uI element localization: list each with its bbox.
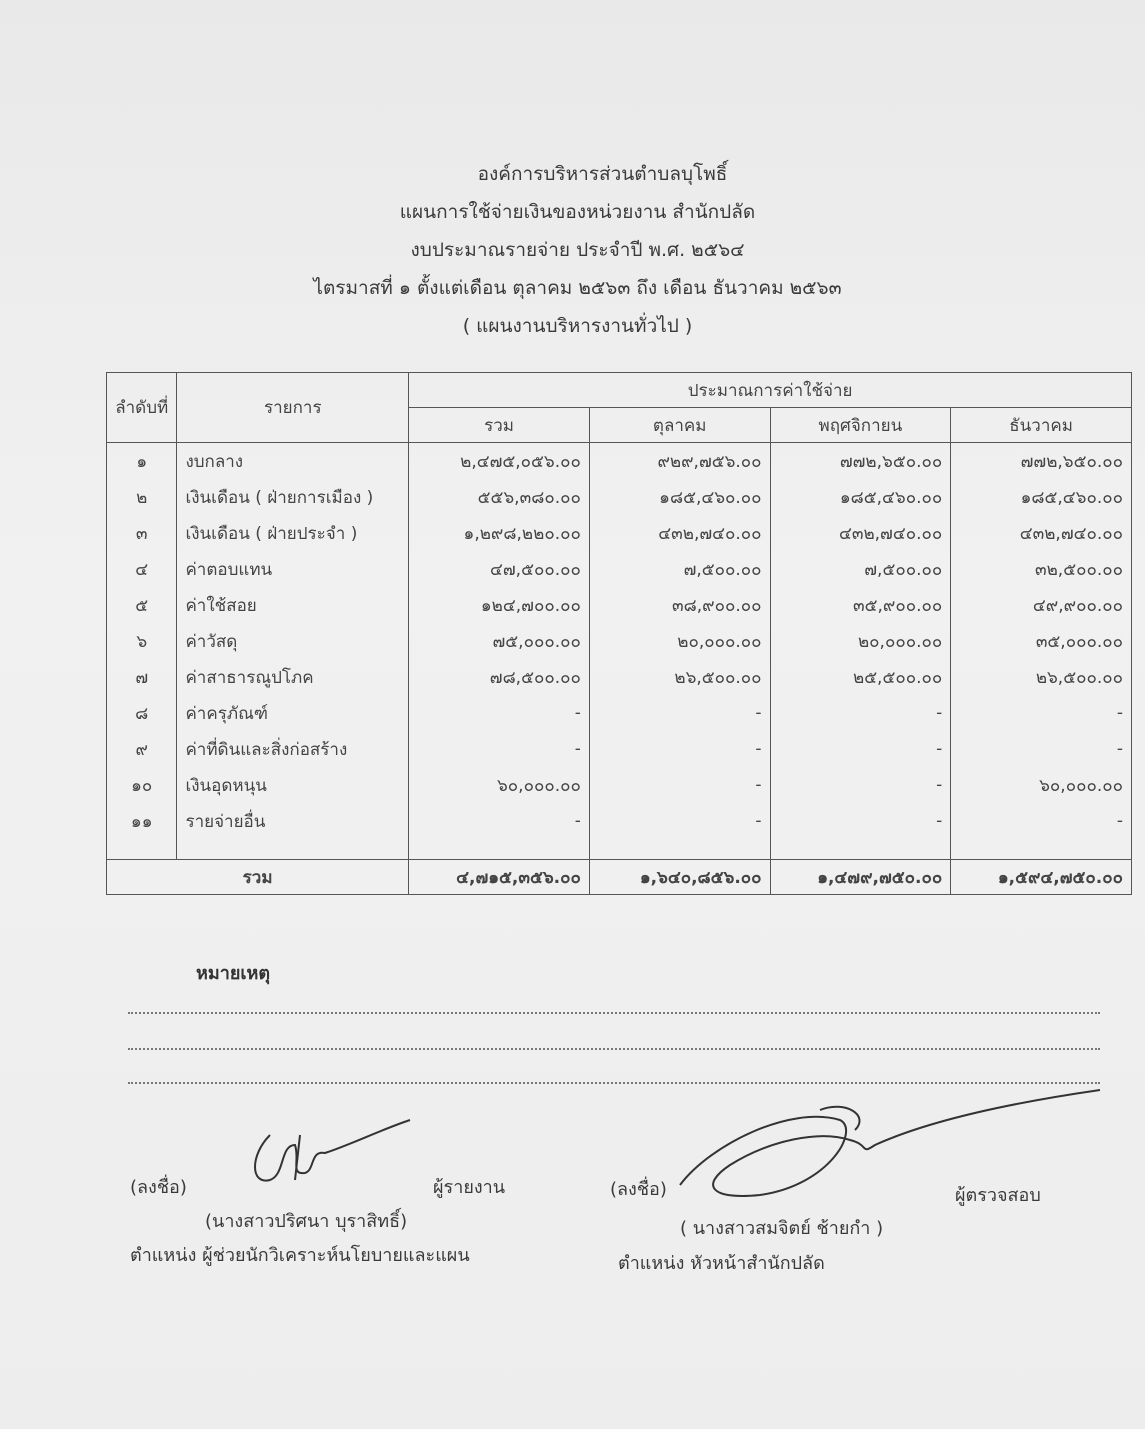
row-nov: ๑๘๕,๔๖๐.๐๐ — [770, 479, 951, 515]
row-item: เงินเดือน ( ฝ่ายการเมือง ) — [177, 479, 409, 515]
total-oct: ๑,๖๔๐,๘๕๖.๐๐ — [589, 860, 770, 895]
col-header-total: รวม — [409, 408, 590, 443]
row-oct: ๔๓๒,๗๔๐.๐๐ — [589, 515, 770, 551]
col-header-dec: ธันวาคม — [951, 408, 1132, 443]
table-row — [107, 623, 1132, 659]
row-dec: ๔๓๒,๗๔๐.๐๐ — [951, 515, 1132, 551]
table-row — [107, 767, 1132, 803]
col-header-oct: ตุลาคม — [589, 408, 770, 443]
plan-title: แผนการใช้จ่ายเงินของหน่วยงาน สำนักปลัด — [399, 201, 756, 223]
table-body — [107, 443, 1132, 840]
row-oct: ๙๒๙,๗๕๖.๐๐ — [589, 443, 770, 480]
remarks-line-2 — [128, 1048, 1100, 1050]
row-dec: ๑๘๕,๔๖๐.๐๐ — [951, 479, 1132, 515]
row-item: เงินอุดหนุน — [177, 767, 409, 803]
col-header-no: ลำดับที่ — [107, 373, 177, 443]
remarks-line-3 — [128, 1082, 1100, 1084]
row-item: ค่าใช้สอย — [177, 587, 409, 623]
row-total: - — [409, 695, 590, 731]
row-nov: - — [770, 767, 951, 803]
row-dec: ๗๗๒,๖๕๐.๐๐ — [951, 443, 1132, 480]
reporter-sign-label: (ลงชื่อ) — [130, 1177, 187, 1198]
row-nov: - — [770, 731, 951, 767]
row-nov: ๗,๕๐๐.๐๐ — [770, 551, 951, 587]
row-oct: - — [589, 731, 770, 767]
row-no: ๑ — [107, 443, 177, 480]
row-dec: ๓๒,๕๐๐.๐๐ — [951, 551, 1132, 587]
row-dec: ๓๕,๐๐๐.๐๐ — [951, 623, 1132, 659]
quarter-period: ไตรมาสที่ ๑ ตั้งแต่เดือน ตุลาคม ๒๕๖๓ ถึง เดือน ธันวาคม ๒๕๖๓ — [313, 277, 842, 299]
row-item: ค่าสาธารณูปโภค — [177, 659, 409, 695]
row-total: ๗๕,๐๐๐.๐๐ — [409, 623, 590, 659]
checker-role: ผู้ตรวจสอบ — [955, 1185, 1041, 1206]
table-row — [107, 443, 1132, 480]
row-dec: - — [951, 803, 1132, 839]
row-dec: ๖๐,๐๐๐.๐๐ — [951, 767, 1132, 803]
row-nov: ๓๕,๙๐๐.๐๐ — [770, 587, 951, 623]
reporter-position: ตำแหน่ง ผู้ช่วยนักวิเคราะห์นโยบายและแผน — [130, 1245, 470, 1266]
row-total: ๔๗,๕๐๐.๐๐ — [409, 551, 590, 587]
reporter-name: (นางสาวปริศนา บุราสิทธิ์) — [205, 1211, 408, 1232]
row-oct: ๒๖,๕๐๐.๐๐ — [589, 659, 770, 695]
row-item: ค่าวัสดุ — [177, 623, 409, 659]
row-item: ค่าตอบแทน — [177, 551, 409, 587]
row-no: ๙ — [107, 731, 177, 767]
col-header-item: รายการ — [177, 373, 409, 443]
col-header-group: ประมาณการค่าใช้จ่าย — [409, 373, 1132, 408]
total-sum: ๔,๗๑๕,๓๕๖.๐๐ — [409, 860, 590, 895]
row-total: ๕๕๖,๓๘๐.๐๐ — [409, 479, 590, 515]
table-row — [107, 515, 1132, 551]
table-row — [107, 551, 1132, 587]
row-nov: - — [770, 803, 951, 839]
row-dec: ๔๙,๙๐๐.๐๐ — [951, 587, 1132, 623]
row-no: ๘ — [107, 695, 177, 731]
checker-sign-label: (ลงชื่อ) — [610, 1179, 667, 1200]
row-total: ๑,๒๙๘,๒๒๐.๐๐ — [409, 515, 590, 551]
table-row — [107, 659, 1132, 695]
row-total: - — [409, 803, 590, 839]
row-oct: - — [589, 695, 770, 731]
checker-signature-image — [670, 1085, 1110, 1205]
row-dec: ๒๖,๕๐๐.๐๐ — [951, 659, 1132, 695]
row-item: เงินเดือน ( ฝ่ายประจำ ) — [177, 515, 409, 551]
row-nov: ๒๕,๕๐๐.๐๐ — [770, 659, 951, 695]
row-dec: - — [951, 695, 1132, 731]
row-oct: ๗,๕๐๐.๐๐ — [589, 551, 770, 587]
budget-table — [106, 372, 1132, 895]
col-header-nov: พฤศจิกายน — [770, 408, 951, 443]
checker-name: ( นางสาวสมจิตย์ ช้ายกำ ) — [680, 1218, 884, 1239]
row-no: ๑๑ — [107, 803, 177, 839]
row-no: ๑๐ — [107, 767, 177, 803]
checker-position: ตำแหน่ง หัวหน้าสำนักปลัด — [618, 1253, 825, 1274]
row-no: ๗ — [107, 659, 177, 695]
org-name: องค์การบริหารส่วนตำบลบุโพธิ์ — [477, 163, 728, 185]
row-no: ๖ — [107, 623, 177, 659]
row-dec: - — [951, 731, 1132, 767]
row-no: ๕ — [107, 587, 177, 623]
table-total-row — [107, 860, 1132, 895]
row-nov: ๔๓๒,๗๔๐.๐๐ — [770, 515, 951, 551]
row-total: - — [409, 731, 590, 767]
row-total: ๖๐,๐๐๐.๐๐ — [409, 767, 590, 803]
row-nov: ๒๐,๐๐๐.๐๐ — [770, 623, 951, 659]
table-row — [107, 479, 1132, 515]
program-name: ( แผนงานบริหารงานทั่วไป ) — [462, 315, 693, 337]
row-nov: - — [770, 695, 951, 731]
reporter-signature-image — [240, 1115, 420, 1195]
table-row — [107, 587, 1132, 623]
row-item: ค่าครุภัณฑ์ — [177, 695, 409, 731]
total-label: รวม — [107, 860, 409, 895]
total-nov: ๑,๔๗๙,๗๕๐.๐๐ — [770, 860, 951, 895]
table-row — [107, 803, 1132, 839]
total-dec: ๑,๕๙๔,๗๕๐.๐๐ — [951, 860, 1132, 895]
row-oct: ๓๘,๙๐๐.๐๐ — [589, 587, 770, 623]
row-total: ๑๒๔,๗๐๐.๐๐ — [409, 587, 590, 623]
remarks-line-1 — [128, 1012, 1100, 1014]
row-oct: ๒๐,๐๐๐.๐๐ — [589, 623, 770, 659]
row-oct: ๑๘๕,๔๖๐.๐๐ — [589, 479, 770, 515]
table-row-spacer — [107, 839, 1132, 860]
row-nov: ๗๗๒,๖๕๐.๐๐ — [770, 443, 951, 480]
row-item: ค่าที่ดินและสิ่งก่อสร้าง — [177, 731, 409, 767]
table-row — [107, 731, 1132, 767]
budget-year: งบประมาณรายจ่าย ประจำปี พ.ศ. ๒๕๖๔ — [410, 239, 745, 261]
row-total: ๗๘,๕๐๐.๐๐ — [409, 659, 590, 695]
row-item: รายจ่ายอื่น — [177, 803, 409, 839]
row-no: ๒ — [107, 479, 177, 515]
remarks-title: หมายเหตุ — [196, 963, 271, 984]
document-header — [0, 155, 1145, 345]
row-no: ๔ — [107, 551, 177, 587]
reporter-role: ผู้รายงาน — [433, 1177, 506, 1198]
table-row — [107, 695, 1132, 731]
row-no: ๓ — [107, 515, 177, 551]
row-item: งบกลาง — [177, 443, 409, 480]
row-oct: - — [589, 767, 770, 803]
row-total: ๒,๔๗๕,๐๕๖.๐๐ — [409, 443, 590, 480]
row-oct: - — [589, 803, 770, 839]
